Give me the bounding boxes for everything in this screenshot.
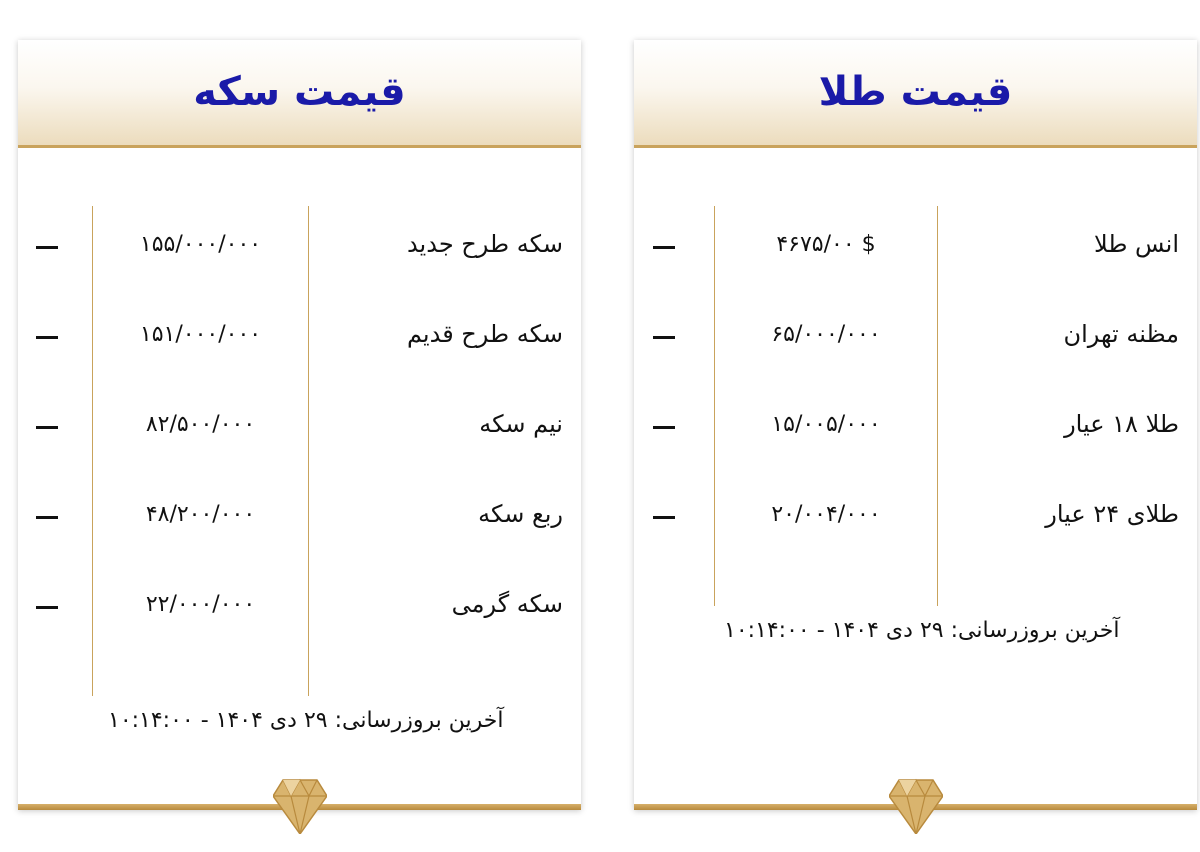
item-price: ۱۵/۰۰۵/۰۰۰ (771, 412, 881, 437)
dash-icon (36, 516, 58, 519)
table-row (634, 296, 1197, 386)
table-row (18, 566, 581, 656)
item-name: ربع سکه (478, 500, 563, 528)
table-row (18, 206, 581, 296)
table-row (634, 206, 1197, 296)
table-row (18, 476, 581, 566)
table-row (18, 296, 581, 386)
dash-icon (653, 336, 675, 339)
item-price: ۸۲/۵۰۰/۰۰۰ (145, 412, 256, 437)
diamond-icon (889, 778, 943, 834)
item-price: ۴۶۷۵/۰۰ $ (776, 232, 876, 257)
coin-panel-title: قیمت سکه (193, 69, 406, 115)
table-row (18, 386, 581, 476)
dash-icon (36, 336, 58, 339)
table-row (634, 386, 1197, 476)
item-price: ۲۰/۰۰۴/۰۰۰ (771, 502, 881, 527)
item-name: طلای ۲۴ عیار (1045, 500, 1179, 528)
gold-panel-header (634, 40, 1197, 148)
gold-price-panel (634, 40, 1197, 810)
dash-icon (653, 246, 675, 249)
item-name: سکه طرح جدید (406, 230, 563, 258)
diamond-icon (273, 778, 327, 834)
item-name: سکه گرمی (451, 590, 563, 618)
item-name: سکه طرح قدیم (406, 320, 563, 348)
dash-icon (36, 246, 58, 249)
item-price: ۶۵/۰۰۰/۰۰۰ (771, 322, 881, 347)
dash-icon (653, 516, 675, 519)
item-price: ۱۵۱/۰۰۰/۰۰۰ (139, 322, 262, 347)
item-name: انس طلا (1094, 230, 1179, 258)
table-row (634, 476, 1197, 566)
item-price: ۱۵۵/۰۰۰/۰۰۰ (139, 232, 262, 257)
item-name: طلا ۱۸ عیار (1064, 410, 1179, 438)
item-price: ۲۲/۰۰۰/۰۰۰ (145, 592, 256, 617)
last-updated: آخرین بروزرسانی: ۲۹ دی ۱۴۰۴ - ۱۰:۱۴:۰۰ (108, 708, 504, 733)
item-price: ۴۸/۲۰۰/۰۰۰ (145, 502, 256, 527)
coin-panel-header (18, 40, 581, 148)
dash-icon (653, 426, 675, 429)
dash-icon (36, 606, 58, 609)
coin-price-panel (18, 40, 581, 810)
gold-panel-title: قیمت طلا (818, 69, 1013, 115)
dash-icon (36, 426, 58, 429)
item-name: نیم سکه (479, 410, 563, 438)
last-updated: آخرین بروزرسانی: ۲۹ دی ۱۴۰۴ - ۱۰:۱۴:۰۰ (724, 618, 1120, 643)
item-name: مظنه تهران (1063, 320, 1179, 348)
